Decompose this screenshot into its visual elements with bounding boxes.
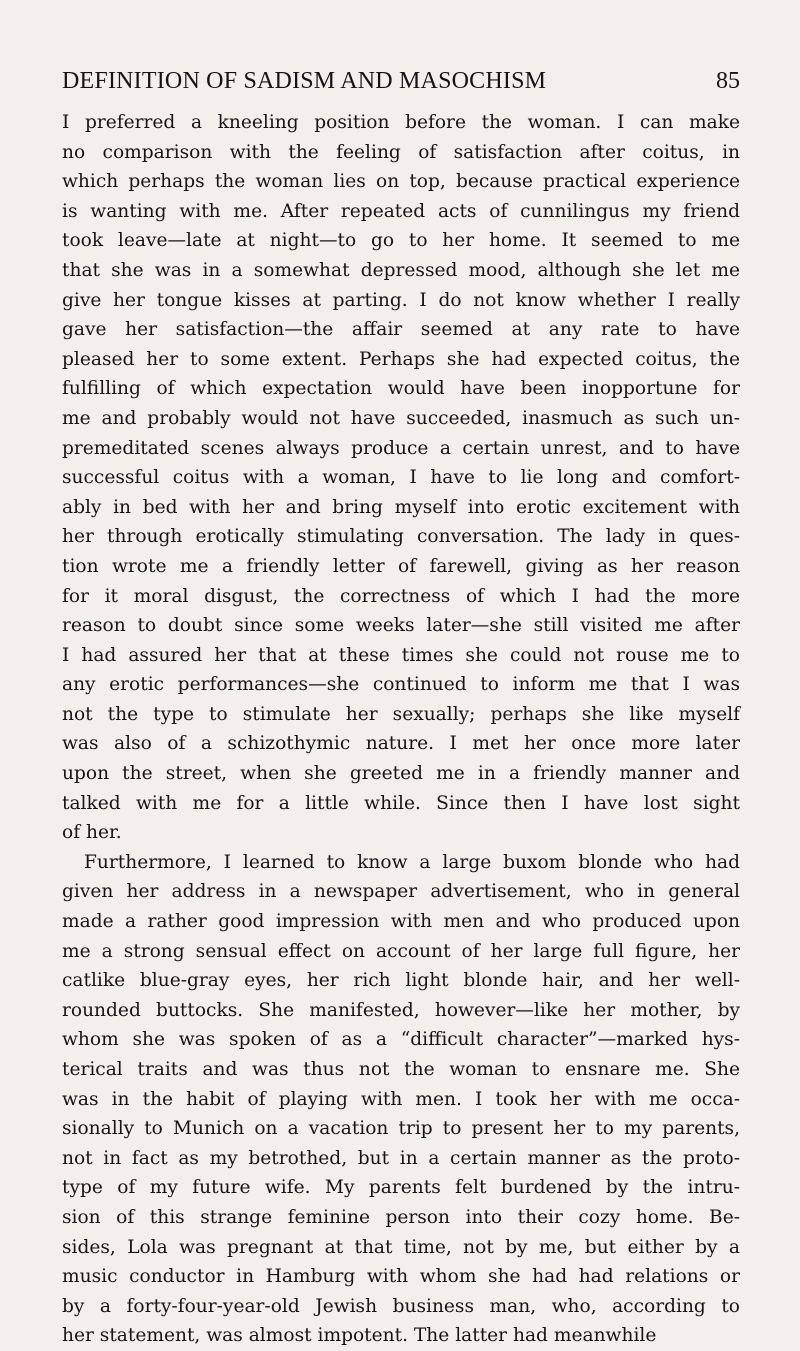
text-line: sides, Lola was pregnant at that time, not by me, but either by a [62, 1236, 740, 1258]
text-line: fulfilling of which expectation would have been inopportune for [62, 378, 740, 400]
text-line: her through erotically stimulating conversation. The lady in ques- [62, 526, 740, 548]
text-line: I had assured her that at these times she could not rouse me to [62, 644, 740, 666]
body-text [62, 108, 740, 1351]
text-line: sion of this strange feminine person into their cozy home. Be- [62, 1206, 740, 1228]
text-line: was in the habit of playing with men. I took her with me occa- [62, 1088, 740, 1110]
text-line: music conductor in Hamburg with whom she had had relations or [62, 1266, 740, 1288]
text-line: is wanting with me. After repeated acts of cunnilingus my friend [62, 200, 740, 222]
text-line: rounded buttocks. She manifested, however—like her mother, by [62, 999, 740, 1021]
page-number: 85 [716, 68, 740, 94]
text-line: catlike blue-gray eyes, her rich light blonde hair, and her well- [62, 970, 740, 992]
text-line: premeditated scenes always produce a certain unrest, and to have [62, 437, 740, 459]
text-line: by a forty-four-year-old Jewish business man, who, according to [62, 1295, 740, 1317]
text-line: ably in bed with her and bring myself into erotic excitement with [62, 496, 740, 518]
text-line: give her tongue kisses at parting. I do not know whether I really [62, 289, 740, 311]
text-line: no comparison with the feeling of satisfaction after coitus, in [62, 141, 740, 163]
text-line: upon the street, when she greeted me in a friendly manner and [62, 763, 740, 785]
text-line: of her. [62, 822, 122, 844]
text-line: terical traits and was thus not the woman to ensnare me. She [62, 1059, 740, 1080]
text-line: sionally to Munich on a vacation trip to present her to my parents, [62, 1118, 740, 1140]
text-line: me a strong sensual effect on account of her large full figure, her [62, 940, 740, 962]
text-line: successful coitus with a woman, I have to lie long and comfort- [62, 467, 740, 489]
text-line: was also of a schizothymic nature. I met her once more later [62, 733, 740, 755]
text-line: Furthermore, I learned to know a large buxom blonde who had [84, 851, 740, 873]
text-line: took leave—late at night—to go to her home. It seemed to me [62, 230, 740, 252]
text-line: which perhaps the woman lies on top, because practical experience [62, 171, 740, 193]
text-line: gave her satisfaction—the affair seemed at any rate to have [62, 319, 740, 341]
text-line: that she was in a somewhat depressed mood, although she let me [62, 259, 740, 281]
text-line: type of my future wife. My parents felt burdened by the intru- [62, 1177, 740, 1199]
text-line: reason to doubt since some weeks later—she still visited me after [62, 615, 740, 637]
paragraph [62, 108, 740, 848]
text-line: pleased her to some extent. Perhaps she had expected coitus, the [62, 348, 740, 370]
text-line: given her address in a newspaper advertisement, who in general [62, 881, 740, 903]
text-line: not in fact as my betrothed, but in a certain manner as the proto- [62, 1147, 740, 1169]
text-line: for it moral disgust, the correctness of which I had the more [62, 585, 740, 607]
text-line: any erotic performances—she continued to inform me that I was [62, 674, 740, 696]
text-line: her statement, was almost impotent. The latter had meanwhile [62, 1325, 657, 1347]
text-line: talked with me for a little while. Since then I have lost sight [62, 792, 740, 814]
paragraph [62, 848, 740, 1351]
text-line: tion wrote me a friendly letter of farewell, giving as her reason [62, 555, 740, 577]
text-line: made a rather good impression with men and who produced upon [62, 911, 740, 933]
running-head [62, 68, 740, 98]
text-line: not the type to stimulate her sexually; perhaps she like myself [62, 703, 740, 725]
text-line: me and probably would not have succeeded, inasmuch as such un- [62, 407, 740, 429]
running-title: DEFINITION OF SADISM AND MASOCHISM [62, 68, 547, 94]
text-line: whom she was spoken of as a “difficult character”—marked hys- [62, 1029, 740, 1051]
text-line: I preferred a kneeling position before the woman. I can make [62, 112, 740, 133]
